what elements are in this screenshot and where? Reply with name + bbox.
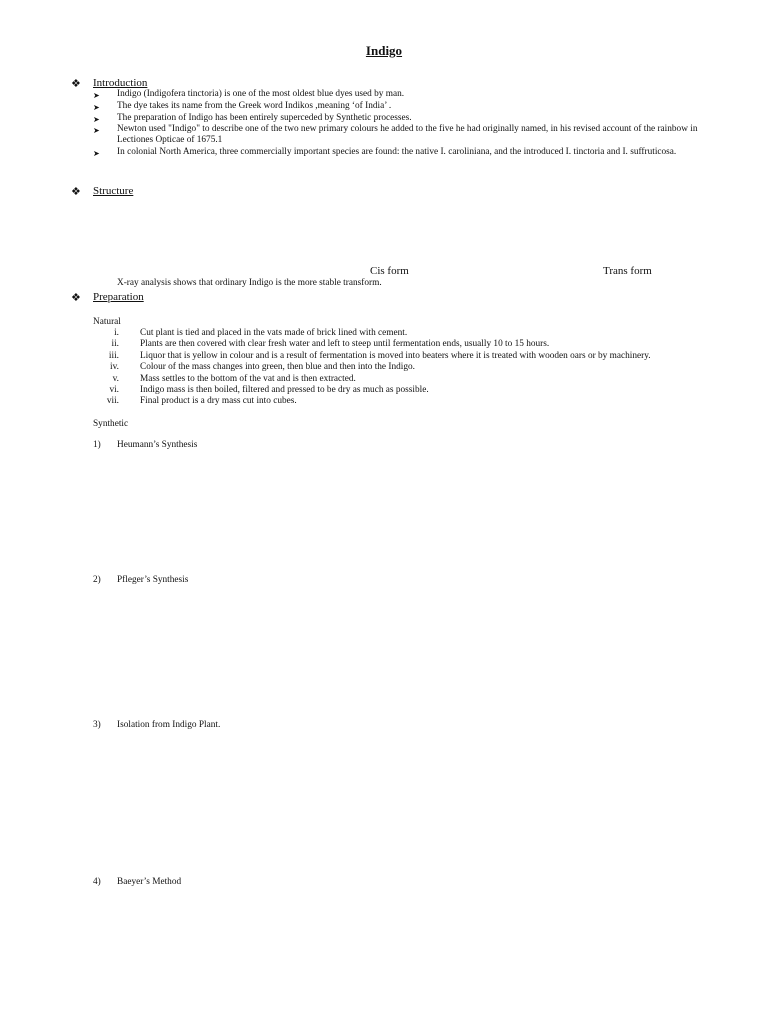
step-number: i. xyxy=(114,328,119,338)
diamond-bullet-icon: ❖ xyxy=(71,186,81,198)
step-number: iii. xyxy=(108,351,119,361)
cis-form-label: Cis form xyxy=(370,265,409,277)
step-text: Indigo mass is then boiled, filtered and pressed to be dry as much as possible. xyxy=(140,385,429,395)
arrow-bullet-icon: ➤ xyxy=(93,115,100,124)
step-number: ii. xyxy=(111,339,119,349)
step-text: Cut plant is tied and placed in the vats made of brick lined with cement. xyxy=(140,328,408,338)
intro-item: Newton used "Indigo" to describe one of the two new primary colours he added to the five he had originally named, in his revised account of the rainbow in Lectiones Opticae of 1675.1 xyxy=(117,124,698,145)
diamond-bullet-icon: ❖ xyxy=(71,292,81,304)
method-title: Heumann’s Synthesis xyxy=(117,440,198,450)
step-text: Final product is a dry mass cut into cubes. xyxy=(140,396,297,406)
step-text: Plants are then covered with clear fresh water and left to steep until fermentation ends, usually 10 to 15 hours. xyxy=(140,339,550,349)
intro-item: The dye takes its name from the Greek word Indikos ,meaning ‘of India’ . xyxy=(117,101,392,111)
intro-item: In colonial North America, three commercially important species are found: the native I. caroliniana, and the introduced I. tinctoria and I. suffruticosa. xyxy=(117,147,677,157)
structure-heading: Structure xyxy=(93,185,134,197)
arrow-bullet-icon: ➤ xyxy=(93,91,100,100)
step-text: Colour of the mass changes into green, then blue and then into the Indigo. xyxy=(140,362,415,372)
diamond-bullet-icon: ❖ xyxy=(71,78,81,90)
arrow-bullet-icon: ➤ xyxy=(93,103,100,112)
introduction-heading: Introduction xyxy=(93,77,148,89)
step-number: vi. xyxy=(109,385,119,395)
trans-form-label: Trans form xyxy=(603,265,652,277)
method-title: Baeyer’s Method xyxy=(117,877,182,887)
structure-note: X-ray analysis shows that ordinary Indigo is the more stable transform. xyxy=(117,278,382,288)
method-number: 2) xyxy=(93,575,101,585)
intro-item: Indigo (Indigofera tinctoria) is one of the most oldest blue dyes used by man. xyxy=(117,89,405,99)
page-title: Indigo xyxy=(365,43,403,58)
step-number: v. xyxy=(112,374,119,384)
method-title: Isolation from Indigo Plant. xyxy=(117,720,221,730)
method-title: Pfleger’s Synthesis xyxy=(117,575,189,585)
intro-item: The preparation of Indigo has been entirely superceded by Synthetic processes. xyxy=(117,113,412,123)
method-number: 3) xyxy=(93,720,101,730)
step-text: Mass settles to the bottom of the vat and is then extracted. xyxy=(140,374,356,384)
natural-label: Natural xyxy=(93,317,121,327)
step-number: iv. xyxy=(110,362,119,372)
method-number: 4) xyxy=(93,877,101,887)
synthetic-label: Synthetic xyxy=(93,419,129,429)
arrow-bullet-icon: ➤ xyxy=(93,126,100,135)
step-number: vii. xyxy=(106,396,119,406)
step-text: Liquor that is yellow in colour and is a result of fermentation is moved into beaters where it is treated with wooden oars or by machinery. xyxy=(140,351,651,361)
arrow-bullet-icon: ➤ xyxy=(93,149,100,158)
preparation-heading: Preparation xyxy=(93,291,144,303)
method-number: 1) xyxy=(93,440,101,450)
